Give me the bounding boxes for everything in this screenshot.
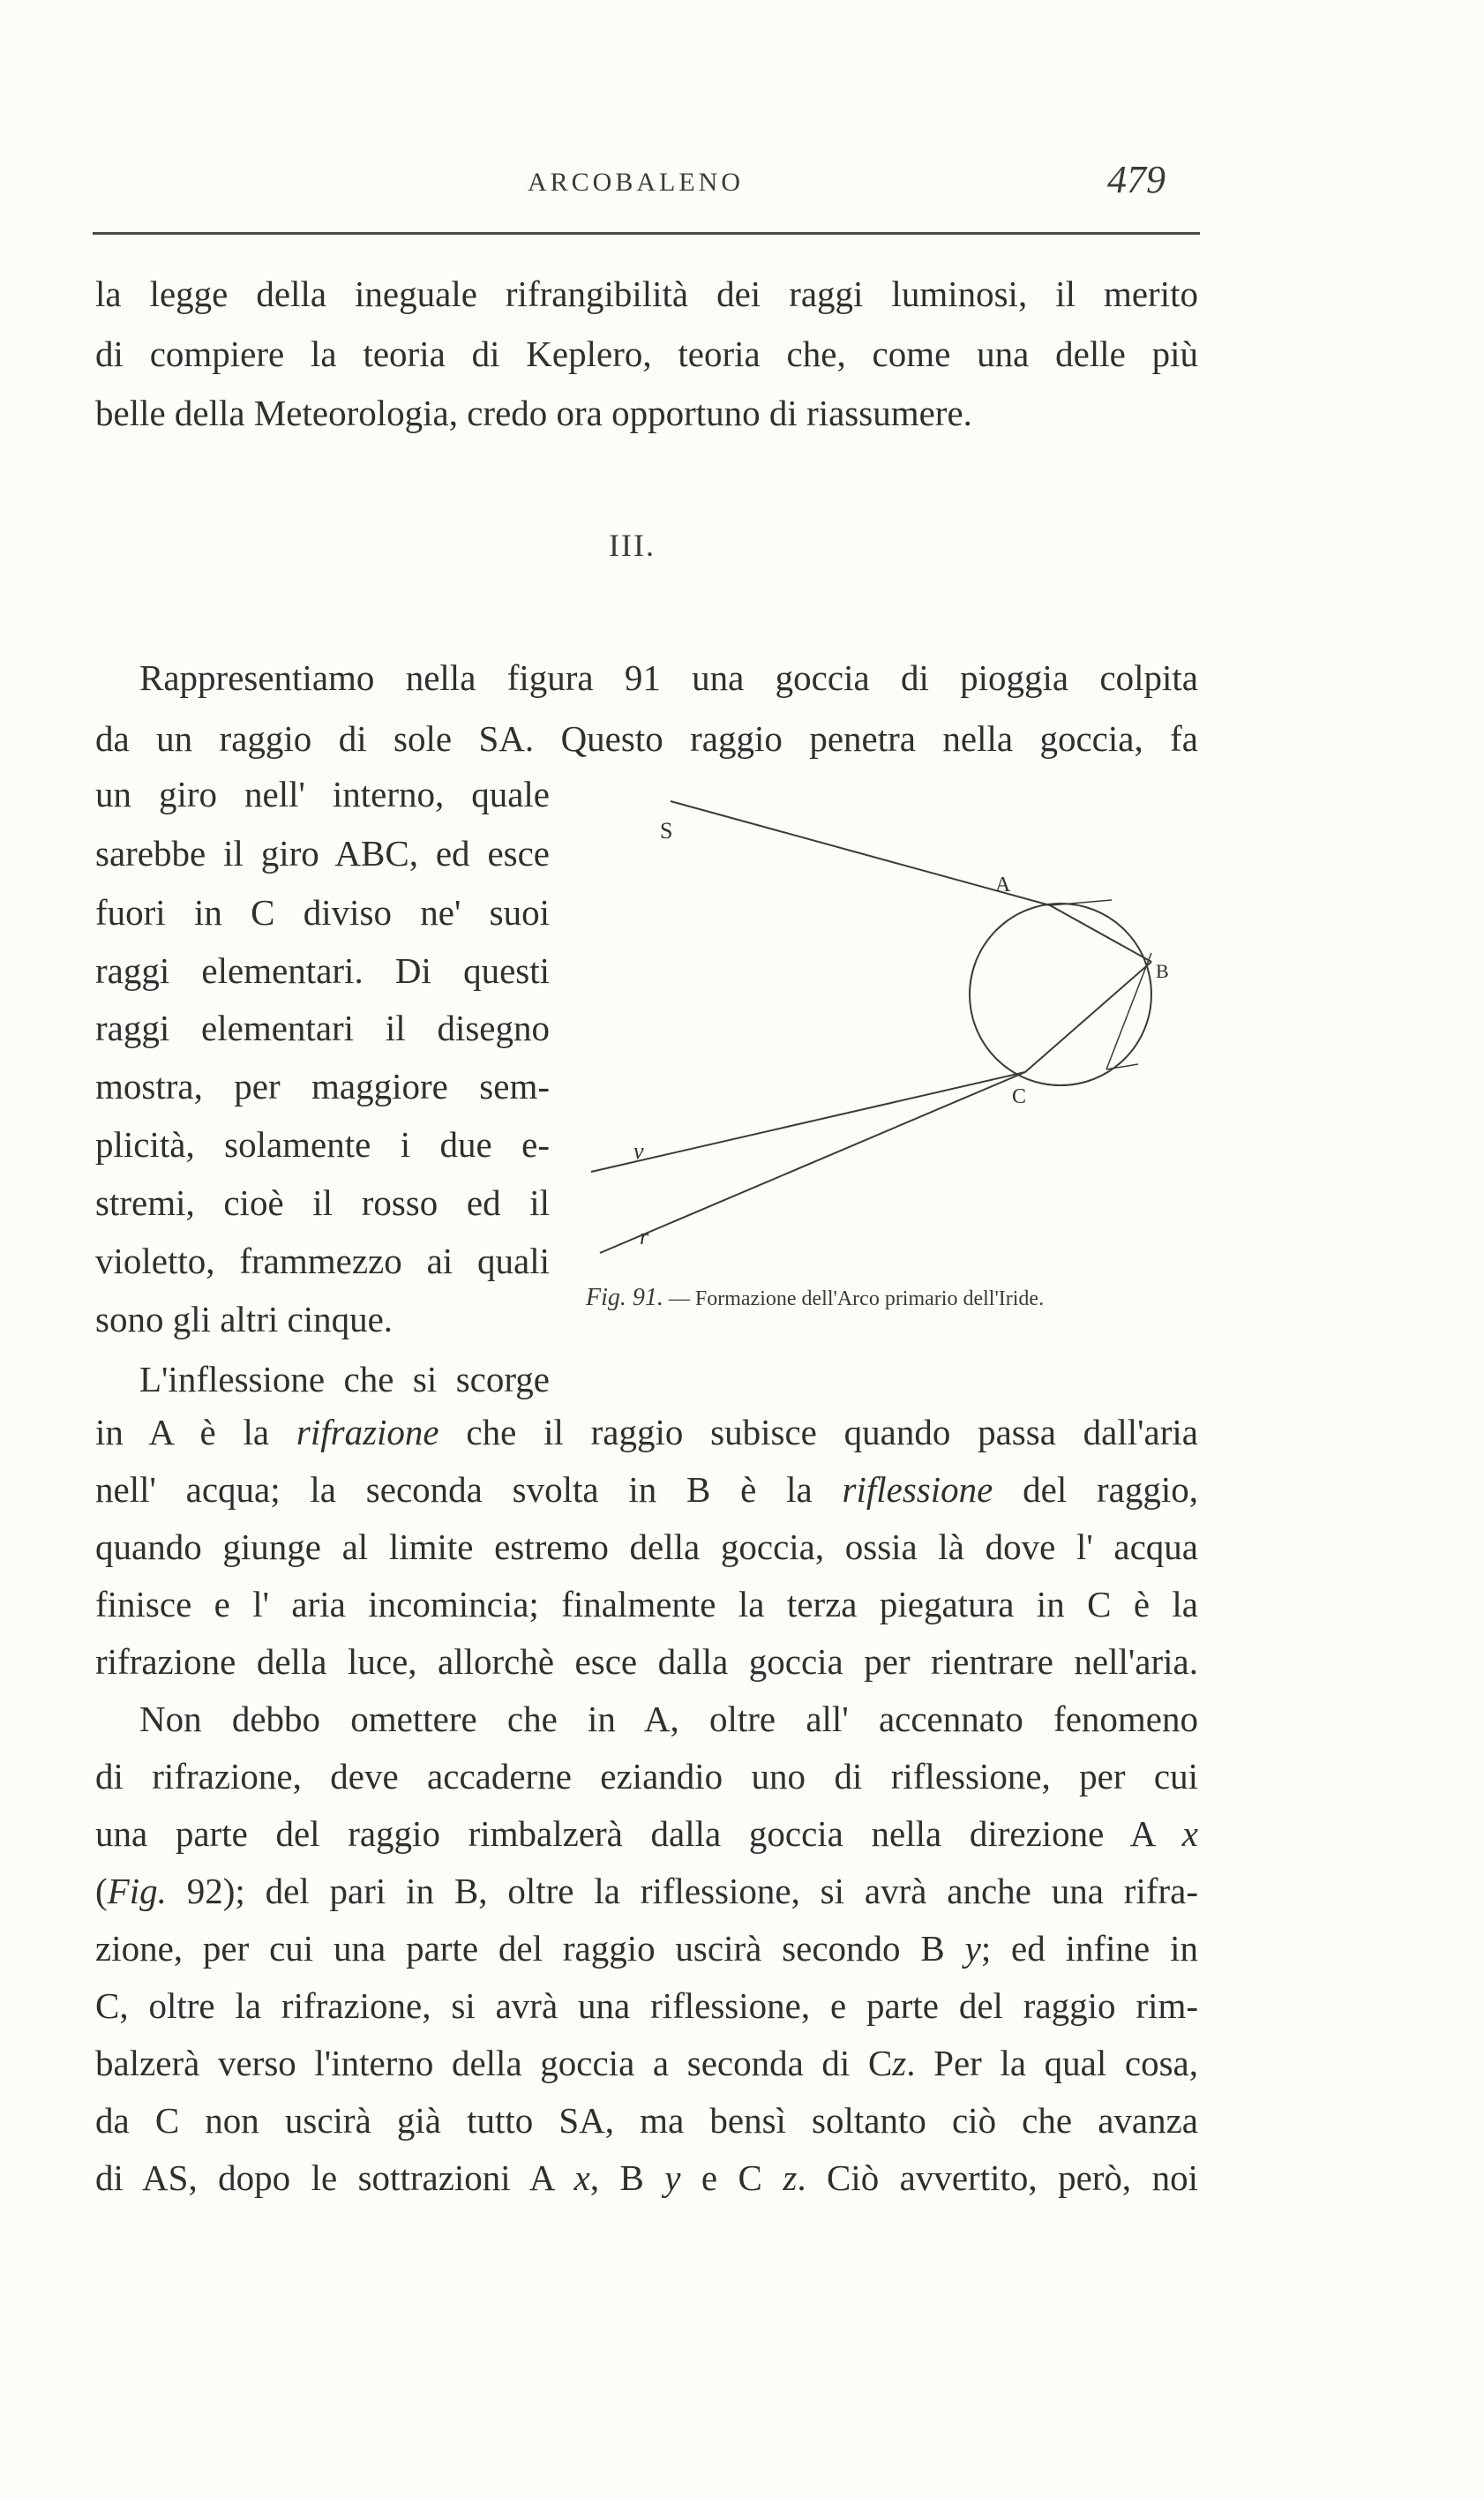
raindrop-refraction-diagram (573, 776, 1209, 1279)
figure-caption-text: — Formazione dell'Arco primario dell'Iride. (663, 1287, 1045, 1310)
text-line: in A è la rifrazione che il raggio subisce quando passa dall'aria (95, 1412, 1198, 1452)
text-line: la legge della ineguale rifrangibilità dei raggi luminosi, il merito (95, 274, 1198, 314)
text-line: L'inflessione che si scorge (139, 1359, 550, 1399)
ray-b-exit (1106, 953, 1151, 1069)
text-line: da un raggio di sole SA. Questo raggio penetra nella goccia, fa (95, 718, 1198, 759)
text-line: nell' acqua; la seconda svolta in B è la riflessione del raggio, (95, 1469, 1198, 1510)
running-header-title: ARCOBALENO (528, 168, 745, 197)
text-line: Rappresentiamo nella figura 91 una goccia di pioggia colpita (139, 657, 1198, 698)
text-line: di rifrazione, deve accaderne eziandio uno di riflessione, per cui (95, 1756, 1198, 1797)
text-line: Non debbo omettere che in A, oltre all' accennato fenomeno (139, 1699, 1198, 1739)
label-b: B (1156, 960, 1169, 982)
text-line: rifrazione della luce, allorchè esce dalla goccia per rientrare nell'aria. (95, 1641, 1198, 1682)
incoming-ray-sa (671, 801, 1050, 905)
text-line: zione, per cui una parte del raggio uscirà secondo B y; ed infine in (95, 1928, 1198, 1969)
text-line: sono gli altri cinque. (95, 1299, 393, 1339)
figure-caption (586, 1284, 1044, 1312)
text-line: fuori in C diviso ne' suoi (95, 892, 550, 933)
text-line: belle della Meteorologia, credo ora opportuno di riassumere. (95, 393, 972, 433)
text-line: (Fig. 92); del pari in B, oltre la riflessione, si avrà anche una rifra- (95, 1871, 1198, 1911)
text-line: stremi, cioè il rosso ed il (95, 1182, 550, 1223)
label-c: C (1012, 1085, 1027, 1108)
text-line: mostra, per maggiore sem- (95, 1066, 550, 1106)
text-line: un giro nell' interno, quale (95, 774, 550, 814)
section-number: III. (609, 528, 656, 563)
header-divider (93, 232, 1200, 235)
label-a: A (995, 874, 1011, 896)
text-line: da C non uscirà già tutto SA, ma bensì soltanto ciò che avanza (95, 2100, 1198, 2141)
label-v: v (633, 1138, 644, 1164)
text-line: una parte del raggio rimbalzerà dalla goccia nella direzione A x (95, 1813, 1198, 1854)
text-line: di compiere la teoria di Keplero, teoria che, come una delle più (95, 334, 1198, 374)
text-line: raggi elementari il disegno (95, 1008, 550, 1048)
text-line: sarebbe il giro ABC, ed esce (95, 833, 550, 874)
red-ray (600, 1072, 1025, 1253)
text-line: quando giunge al limite estremo della goccia, ossia là dove l' acqua (95, 1527, 1198, 1567)
violet-ray (591, 1072, 1025, 1172)
ray-b-tail (1106, 1064, 1138, 1069)
text-line: C, oltre la rifrazione, si avrà una riflessione, e parte del raggio rim- (95, 1985, 1198, 2026)
ray-a-tangent (1050, 900, 1112, 905)
raindrop-circle (970, 904, 1151, 1085)
text-line: balzerà verso l'interno della goccia a seconda di Cz. Per la qual cosa, (95, 2043, 1198, 2083)
text-line: finisce e l' aria incomincia; finalmente la terza piegatura in C è la (95, 1584, 1198, 1624)
label-r: r (640, 1224, 649, 1249)
text-line: di AS, dopo le sottrazioni A x, B y e C z. Ciò avvertito, però, noi (95, 2157, 1198, 2198)
text-line: raggi elementari. Di questi (95, 950, 550, 991)
text-line: plicità, solamente i due e- (95, 1124, 550, 1165)
label-s: S (660, 818, 673, 844)
text-line: violetto, frammezzo ai quali (95, 1241, 550, 1281)
page-number: 479 (1107, 158, 1165, 201)
figure-caption-label: Fig. 91. (586, 1284, 663, 1311)
internal-ray-bc (1025, 962, 1151, 1072)
